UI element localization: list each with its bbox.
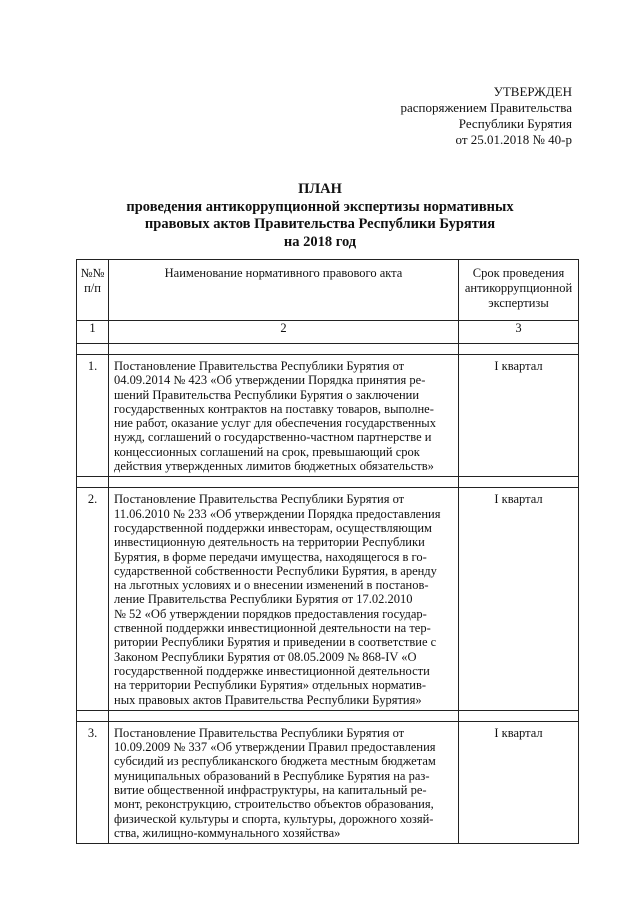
review-term: I квартал — [459, 488, 579, 710]
row-number: 3. — [77, 721, 109, 843]
column-numbers-row — [77, 321, 579, 344]
act-name-line: концессионных соглашений на срок, превышающий срок — [114, 444, 420, 459]
act-name-line: государственной поддержке инвестиционной деятельности — [114, 663, 430, 678]
act-name-line: государственных контрактов на поставку товаров, выполне- — [114, 401, 434, 416]
spacer-cell — [109, 344, 459, 355]
act-name-line: муниципальных образований в Республике Бурятия на раз- — [114, 768, 430, 783]
plan-table — [76, 259, 579, 844]
table-body — [77, 355, 579, 844]
act-name-line: ритории Республики Бурятия и приведении в соответствие с — [114, 635, 437, 650]
act-name-line: Постановление Правительства Республики Бурятия от — [114, 359, 405, 373]
act-name-line: Бурятия, в форме передачи имущества, находящегося в го- — [114, 549, 427, 564]
act-name-line: Постановление Правительства Республики Бурятия от — [114, 725, 405, 740]
act-name-cell — [109, 355, 459, 477]
act-name-cell — [109, 721, 459, 843]
column-number: 1 — [77, 321, 109, 344]
header-text: экспертизы — [488, 296, 549, 310]
table-spacer — [77, 477, 579, 488]
title-line: проведения антикоррупционной экспертизы нормативных — [126, 198, 514, 215]
act-name-line: действия утвержденных лимитов бюджетных обязательств» — [114, 459, 434, 474]
header-text: Наименование нормативного правового акта — [164, 266, 403, 280]
act-name-line: 11.06.2010 № 233 «Об утверждении Порядка предоставления — [114, 506, 441, 521]
approval-authority: распоряжением Правительства — [400, 100, 572, 115]
act-name-line: ние работ, оказание услуг для обеспечения государственных — [114, 416, 436, 431]
approval-block — [400, 84, 572, 148]
act-name-line: субсидий из республиканского бюджета местным бюджетам — [114, 754, 436, 769]
act-name-line: Законом Республики Бурятия от 08.05.2009 № 868-IV «О — [114, 649, 417, 664]
column-number: 2 — [109, 321, 459, 344]
table-row — [77, 721, 579, 843]
header-text: антикоррупционной — [464, 281, 573, 295]
header-text: п/п — [84, 281, 101, 295]
act-name-line: государственной поддержки инвесторам, осуществляющим — [114, 520, 432, 535]
spacer-cell — [109, 477, 459, 488]
act-name-line: инвестиционную деятельность на территории Республики — [114, 535, 425, 550]
act-name-line: ственной поддержки инвестиционной деятельности на тер- — [114, 621, 431, 636]
act-name-line: на территории Республики Бурятия» отдельных норматив- — [114, 678, 427, 693]
header-act-name — [109, 260, 459, 321]
header-term — [459, 260, 579, 321]
title-heading: ПЛАН — [298, 181, 342, 197]
act-name-line: № 52 «Об утверждении порядков предоставления государ- — [114, 606, 427, 621]
approval-authority-region: Республики Бурятия — [458, 116, 572, 131]
act-name-line: шений Правительства Республики Бурятия о заключении — [114, 387, 420, 402]
header-number — [77, 260, 109, 321]
act-name-line: нужд, соглашений о государственно-частном партнерстве и — [114, 430, 432, 445]
header-text: Срок проведения — [472, 266, 565, 280]
act-name-line: ных правовых актов Правительства Республики Бурятия» — [114, 692, 422, 707]
act-name-line: Постановление Правительства Республики Бурятия от — [114, 492, 405, 507]
act-name-line: монт, реконструкцию, строительство объектов образования, — [114, 797, 434, 812]
title-year: на 2018 год — [283, 233, 357, 250]
act-name-line: физической культуры и спорта, культуры, дорожного хозяй- — [114, 811, 434, 826]
spacer-cell — [77, 477, 109, 488]
approval-status: УТВЕРЖДЕН — [493, 84, 572, 99]
column-number: 3 — [459, 321, 579, 344]
review-term: I квартал — [459, 355, 579, 477]
act-name-line: 04.09.2014 № 423 «Об утверждении Порядка принятия ре- — [114, 373, 426, 388]
spacer-cell — [459, 710, 579, 721]
act-name-line: ление Правительства Республики Бурятия от 17.02.2010 — [114, 592, 413, 607]
row-number: 2. — [77, 488, 109, 710]
spacer-cell — [459, 477, 579, 488]
spacer-cell — [459, 344, 579, 355]
title-line: правовых актов Правительства Республики Бурятия — [144, 216, 496, 232]
row-number: 1. — [77, 355, 109, 477]
approval-date-number: от 25.01.2018 № 40-р — [455, 132, 572, 147]
act-name-line: витие общественной инфраструктуры, на капитальный ре- — [114, 783, 427, 798]
table-spacer — [77, 710, 579, 721]
table-header-row — [77, 260, 579, 321]
table-row — [77, 355, 579, 477]
table-spacer — [77, 344, 579, 355]
table-row — [77, 488, 579, 710]
spacer-cell — [77, 710, 109, 721]
act-name-line: 10.09.2009 № 337 «Об утверждении Правил предоставления — [114, 740, 436, 755]
spacer-cell — [77, 344, 109, 355]
document-title — [0, 181, 640, 251]
spacer-cell — [109, 710, 459, 721]
header-text: №№ — [80, 266, 105, 280]
review-term: I квартал — [459, 721, 579, 843]
act-name-line: ства, жилищно-коммунального хозяйства» — [114, 825, 341, 840]
act-name-line: на льготных условиях и о внесении изменений в постанов- — [114, 578, 429, 593]
act-name-cell — [109, 488, 459, 710]
act-name-line: сударственной собственности Республики Бурятия, в аренду — [114, 563, 437, 578]
